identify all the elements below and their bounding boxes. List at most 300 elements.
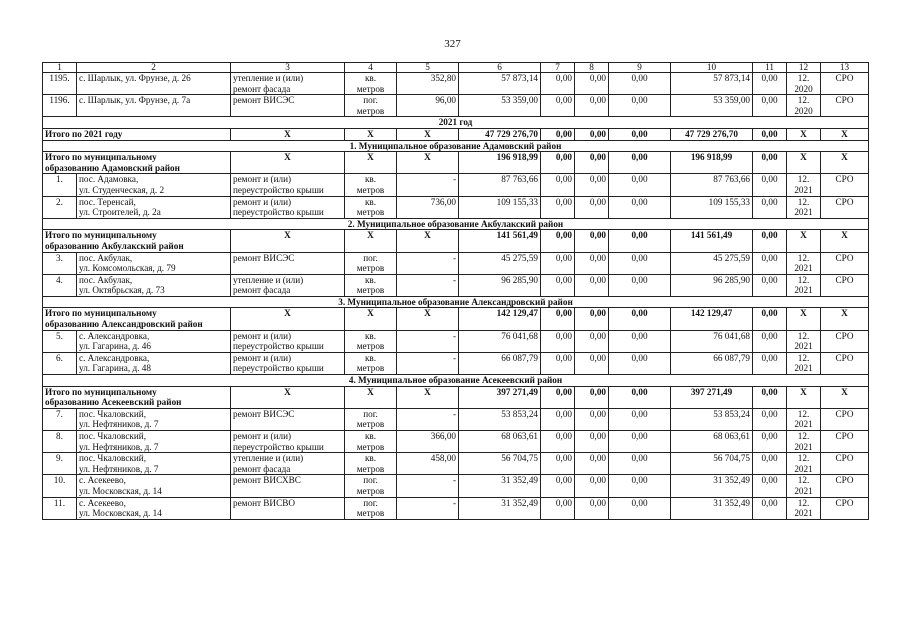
table-row [43,431,869,453]
work-type-cell [231,174,345,196]
total-cell: 0,00 [609,308,671,330]
cell-line: пог. [363,95,378,106]
cell-line: ул. Нефтяников, д. 7 [79,463,159,474]
cost-cell: 66 087,79 [671,352,753,374]
cost-cell: 0,00 [609,497,671,519]
total-label [43,152,231,174]
cell-line: 2021 [794,285,813,296]
column-number: 9 [609,63,671,73]
cell-line: 2021 [794,184,813,195]
work-type-cell [231,453,345,475]
total-cost-cell: 31 352,49 [459,475,541,497]
total-label [43,386,231,408]
unit-cell [345,330,397,352]
cell-line: ремонт фасада [233,463,291,474]
deadline-cell [787,330,821,352]
cost-cell: 53 853,24 [671,408,753,430]
capital-repair-table [42,62,869,520]
total-cell: X [397,230,459,252]
cost-cell: 76 041,68 [671,330,753,352]
total-cell: 0,00 [753,128,787,140]
cell-line: переустройство крыши [233,207,324,218]
total-cell: 0,00 [541,386,575,408]
table-row [43,196,869,218]
cell-line: пос. Чкаловский, [79,431,146,441]
work-type-cell [231,252,345,274]
cost-cell: 0,00 [753,95,787,117]
cell-line: с. Шарлык, ул. Фрунзе, д. 26 [79,73,191,83]
cost-cell: 0,00 [575,352,609,374]
method-cell: СРО [821,431,869,453]
cost-cell: 0,00 [753,431,787,453]
cell-line: с. Александровка, [79,352,150,363]
cell-line: кв. [364,274,377,285]
cost-cell: 0,00 [753,330,787,352]
address-cell [77,475,231,497]
total-cell: X [345,230,397,252]
total-cell: X [345,128,397,140]
cost-cell: 0,00 [753,73,787,95]
total-cost-cell: 87 763,66 [459,174,541,196]
cell-line: ремонт и (или) [233,174,292,185]
cell-line: метров [356,83,385,94]
total-cell: 0,00 [753,308,787,330]
cost-cell: 0,00 [541,73,575,95]
cell-line: 12. [797,274,810,285]
row-number: 8. [43,431,77,453]
total-cost-cell: 31 352,49 [459,497,541,519]
method-cell: СРО [821,174,869,196]
total-label [43,308,231,330]
method-cell: СРО [821,73,869,95]
cost-cell: 0,00 [575,453,609,475]
total-cell: 0,00 [609,230,671,252]
volume-cell: - [397,408,459,430]
cell-line: с. Шарлык, ул. Фрунзе, д. 7а [79,95,191,106]
cell-line: ремонт фасада [233,83,291,94]
section-heading: 2. Муниципальное образование Акбулакский район [43,218,869,230]
cell-line: метров [356,463,385,474]
unit-cell [345,352,397,374]
cell-line: с. Асекеево, [79,497,126,508]
column-number-row [43,63,869,73]
total-cost-cell: 57 873,14 [459,73,541,95]
column-number: 2 [77,63,231,73]
cost-cell: 0,00 [575,95,609,117]
total-cost-cell: 196 918,99 [459,152,541,174]
unit-cell [345,408,397,430]
address-cell [77,453,231,475]
cell-line: ул. Гагарина, д. 48 [79,363,151,374]
cell-line: метров [356,105,385,116]
cost-cell: 109 155,33 [671,196,753,218]
cost-cell: 0,00 [541,95,575,117]
method-cell: СРО [821,196,869,218]
total-cost-cell: 96 285,90 [459,274,541,296]
cost-cell: 0,00 [609,453,671,475]
cell-line: ул. Строителей, д. 2а [79,207,161,218]
cost-cell: 0,00 [609,330,671,352]
cell-line: ул. Гагарина, д. 46 [79,341,151,352]
total-cell: X [821,386,869,408]
cost-cell: 0,00 [753,408,787,430]
work-type-cell [231,431,345,453]
cell-line: ремонт ВИСВО [233,497,295,508]
cost-cell: 0,00 [575,431,609,453]
table-row [43,274,869,296]
total-row [43,152,869,174]
volume-cell: - [397,352,459,374]
total-cell: 0,00 [609,128,671,140]
column-number: 11 [753,63,787,73]
cell-line: метров [356,184,385,195]
cell-line: ремонт и (или) [233,330,292,341]
cost-cell: 0,00 [541,475,575,497]
cell-line: ул. Московская, д. 14 [79,485,162,496]
volume-cell: - [397,330,459,352]
total-cell: X [231,128,345,140]
total-row [43,386,869,408]
total-cost-cell: 68 063,61 [459,431,541,453]
work-type-cell [231,352,345,374]
total-cell: 0,00 [575,230,609,252]
total-cell: X [345,308,397,330]
total-cell: 0,00 [541,308,575,330]
row-number: 6. [43,352,77,374]
cell-line: 2021 [794,508,813,519]
cost-cell: 0,00 [609,475,671,497]
cell-line: утепление и (или) [233,73,304,83]
total-cell: X [787,128,821,140]
total-cell: X [345,152,397,174]
total-cell: 47 729 276,70 [671,128,753,140]
address-cell [77,352,231,374]
cell-line: метров [356,285,385,296]
table-row [43,475,869,497]
column-number: 5 [397,63,459,73]
address-cell [77,95,231,117]
volume-cell: - [397,475,459,497]
volume-cell: 366,00 [397,431,459,453]
cell-line: ремонт и (или) [233,196,292,207]
year-heading-row [43,117,869,129]
total-cell: X [787,308,821,330]
cost-cell: 0,00 [753,453,787,475]
column-number: 7 [541,63,575,73]
cell-line: с. Асекеево, [79,475,126,486]
address-cell [77,252,231,274]
table-row [43,95,869,117]
total-cell: 0,00 [575,152,609,174]
cost-cell: 68 063,61 [671,431,753,453]
cell-line: кв. [364,431,377,441]
table-row [43,330,869,352]
unit-cell [345,475,397,497]
total-cell: 0,00 [541,152,575,174]
cost-cell: 0,00 [541,497,575,519]
total-cell: X [821,308,869,330]
cost-cell: 0,00 [575,497,609,519]
cell-line: образованию Акбулакский район [45,240,184,251]
cost-cell: 0,00 [609,95,671,117]
section-heading-row [43,140,869,152]
total-cell: 0,00 [541,128,575,140]
work-type-cell [231,475,345,497]
cost-cell: 31 352,49 [671,497,753,519]
address-cell [77,196,231,218]
cell-line: 12. [797,330,810,341]
cell-line: с. Александровка, [79,330,150,341]
cost-cell: 0,00 [575,196,609,218]
total-row [43,308,869,330]
table-row [43,453,869,475]
row-number: 1195. [43,73,77,95]
volume-cell: - [397,252,459,274]
deadline-cell [787,274,821,296]
total-cost-cell: 397 271,49 [459,386,541,408]
unit-cell [345,431,397,453]
row-number: 9. [43,453,77,475]
unit-cell [345,497,397,519]
cell-line: кв. [364,453,377,464]
unit-cell [345,274,397,296]
cell-line: пос. Чкаловский, [79,453,146,464]
total-cell: 196 918,99 [671,152,753,174]
year-heading: 2021 год [43,117,869,129]
cost-cell: 53 359,00 [671,95,753,117]
address-cell [77,274,231,296]
cost-cell: 0,00 [541,431,575,453]
total-cost-cell: 141 561,49 [459,230,541,252]
column-number: 8 [575,63,609,73]
column-number: 13 [821,63,869,73]
total-cell: X [397,308,459,330]
cell-line: ремонт ВИСЭС [233,408,295,419]
total-label [43,230,231,252]
cell-line: 2021 [794,485,813,496]
cell-line: Итого по муниципальному [45,386,157,397]
total-cell: 0,00 [541,230,575,252]
cell-line: ул. Нефтяников, д. 7 [79,441,159,452]
section-heading-row [43,375,869,387]
cell-line: метров [356,441,385,452]
cell-line: кв. [364,73,377,83]
cost-cell: 0,00 [609,431,671,453]
cell-line: кв. [364,352,377,363]
table-row [43,497,869,519]
cell-line: 12. [797,73,810,83]
cell-line: 12. [797,352,810,363]
total-cell: X [821,152,869,174]
total-cell: 0,00 [575,308,609,330]
cost-cell: 0,00 [575,252,609,274]
total-cell: 0,00 [575,386,609,408]
cell-line: образованию Александровский район [45,319,203,330]
cell-line: 2021 [794,419,813,430]
cell-line: утепление и (или) [233,453,304,464]
column-number: 4 [345,63,397,73]
total-cost-cell: 47 729 276,70 [459,128,541,140]
total-cost-cell: 53 359,00 [459,95,541,117]
cell-line: Итого по муниципальному [45,152,157,163]
total-cell: X [787,386,821,408]
cell-line: 12. [797,453,810,464]
deadline-cell [787,352,821,374]
cost-cell: 0,00 [575,73,609,95]
unit-cell [345,453,397,475]
section-heading: 4. Муниципальное образование Асекеевский район [43,375,869,387]
cell-line: 2021 [794,341,813,352]
cell-line: утепление и (или) [233,274,304,285]
address-cell [77,497,231,519]
cost-cell: 31 352,49 [671,475,753,497]
table-row [43,408,869,430]
cost-cell: 0,00 [575,408,609,430]
cell-line: 12. [797,475,810,486]
cost-cell: 0,00 [753,274,787,296]
cell-line: пос. Чкаловский, [79,408,146,419]
cost-cell: 0,00 [541,352,575,374]
cell-line: пог. [363,408,378,419]
cell-line: кв. [364,330,377,341]
cell-line: пос. Акбулак, [79,274,133,285]
cell-line: метров [356,419,385,430]
cell-line: ремонт фасада [233,285,291,296]
section-heading-row [43,296,869,308]
cost-cell: 0,00 [753,475,787,497]
cell-line: переустройство крыши [233,441,324,452]
cell-line: кв. [364,174,377,185]
cell-line: метров [356,263,385,274]
cell-line: ремонт и (или) [233,431,292,441]
total-cell: 0,00 [753,152,787,174]
cost-cell: 0,00 [753,196,787,218]
section-heading: 3. Муниципальное образование Александровский район [43,296,869,308]
volume-cell: 96,00 [397,95,459,117]
table-body [43,63,869,520]
deadline-cell [787,252,821,274]
deadline-cell [787,196,821,218]
total-label: Итого по 2021 году [43,128,231,140]
column-number: 3 [231,63,345,73]
unit-cell [345,196,397,218]
cost-cell: 0,00 [575,174,609,196]
cell-line: 12. [797,431,810,441]
cell-line: 2020 [794,105,813,116]
total-cell: 142 129,47 [671,308,753,330]
cell-line: 12. [797,196,810,207]
table-row [43,174,869,196]
cell-line: 12. [797,252,810,263]
cell-line: 2021 [794,263,813,274]
row-number: 11. [43,497,77,519]
cost-cell: 0,00 [541,274,575,296]
cost-cell: 56 704,75 [671,453,753,475]
cost-cell: 0,00 [753,497,787,519]
unit-cell [345,252,397,274]
cell-line: ул. Октябрьская, д. 73 [79,285,165,296]
cost-cell: 0,00 [753,174,787,196]
cell-line: пос. Адамовка, [79,174,139,185]
work-type-cell [231,330,345,352]
volume-cell: 352,80 [397,73,459,95]
total-cell: 0,00 [753,230,787,252]
unit-cell [345,73,397,95]
total-cell: 0,00 [753,386,787,408]
total-cell: X [397,152,459,174]
table-row [43,252,869,274]
total-cell: X [397,128,459,140]
column-number: 6 [459,63,541,73]
cell-line: 2021 [794,207,813,218]
cell-line: пос. Акбулак, [79,252,133,263]
work-type-cell [231,408,345,430]
cost-cell: 0,00 [753,252,787,274]
cost-cell: 0,00 [575,274,609,296]
row-number: 4. [43,274,77,296]
total-cost-cell: 142 129,47 [459,308,541,330]
method-cell: СРО [821,475,869,497]
cost-cell: 45 275,59 [671,252,753,274]
cell-line: пог. [363,475,378,486]
deadline-cell [787,431,821,453]
row-number: 10. [43,475,77,497]
total-cost-cell: 66 087,79 [459,352,541,374]
address-cell [77,408,231,430]
section-heading: 1. Муниципальное образование Адамовский район [43,140,869,152]
cell-line: ремонт ВИСХВС [233,475,301,486]
total-row [43,230,869,252]
cell-line: пос. Теренсай, [79,196,136,207]
cost-cell: 0,00 [575,330,609,352]
cost-cell: 0,00 [541,330,575,352]
total-cost-cell: 53 853,24 [459,408,541,430]
cost-cell: 0,00 [609,274,671,296]
total-cell: X [787,230,821,252]
cell-line: пог. [363,497,378,508]
deadline-cell [787,497,821,519]
cost-cell: 0,00 [609,352,671,374]
section-heading-row [43,218,869,230]
cell-line: образованию Адамовский район [45,162,180,173]
cell-line: 12. [797,408,810,419]
cell-line: метров [356,341,385,352]
total-cell: 0,00 [609,386,671,408]
cost-cell: 0,00 [609,408,671,430]
work-type-cell [231,274,345,296]
cell-line: 2020 [794,83,813,94]
cell-line: ремонт ВИСЭС [233,95,295,106]
cell-line: переустройство крыши [233,341,324,352]
cell-line: 2021 [794,463,813,474]
total-cost-cell: 56 704,75 [459,453,541,475]
cost-cell: 0,00 [609,73,671,95]
deadline-cell [787,408,821,430]
cell-line: кв. [364,196,377,207]
total-cell: X [345,386,397,408]
cost-cell: 87 763,66 [671,174,753,196]
cell-line: ул. Студенческая, д. 2 [79,184,165,195]
cost-cell: 0,00 [609,174,671,196]
cost-cell: 0,00 [575,475,609,497]
unit-cell [345,95,397,117]
address-cell [77,330,231,352]
cell-line: метров [356,207,385,218]
table-row [43,73,869,95]
total-cell: 0,00 [609,152,671,174]
cell-line: 12. [797,174,810,185]
page-number: 327 [444,38,461,50]
